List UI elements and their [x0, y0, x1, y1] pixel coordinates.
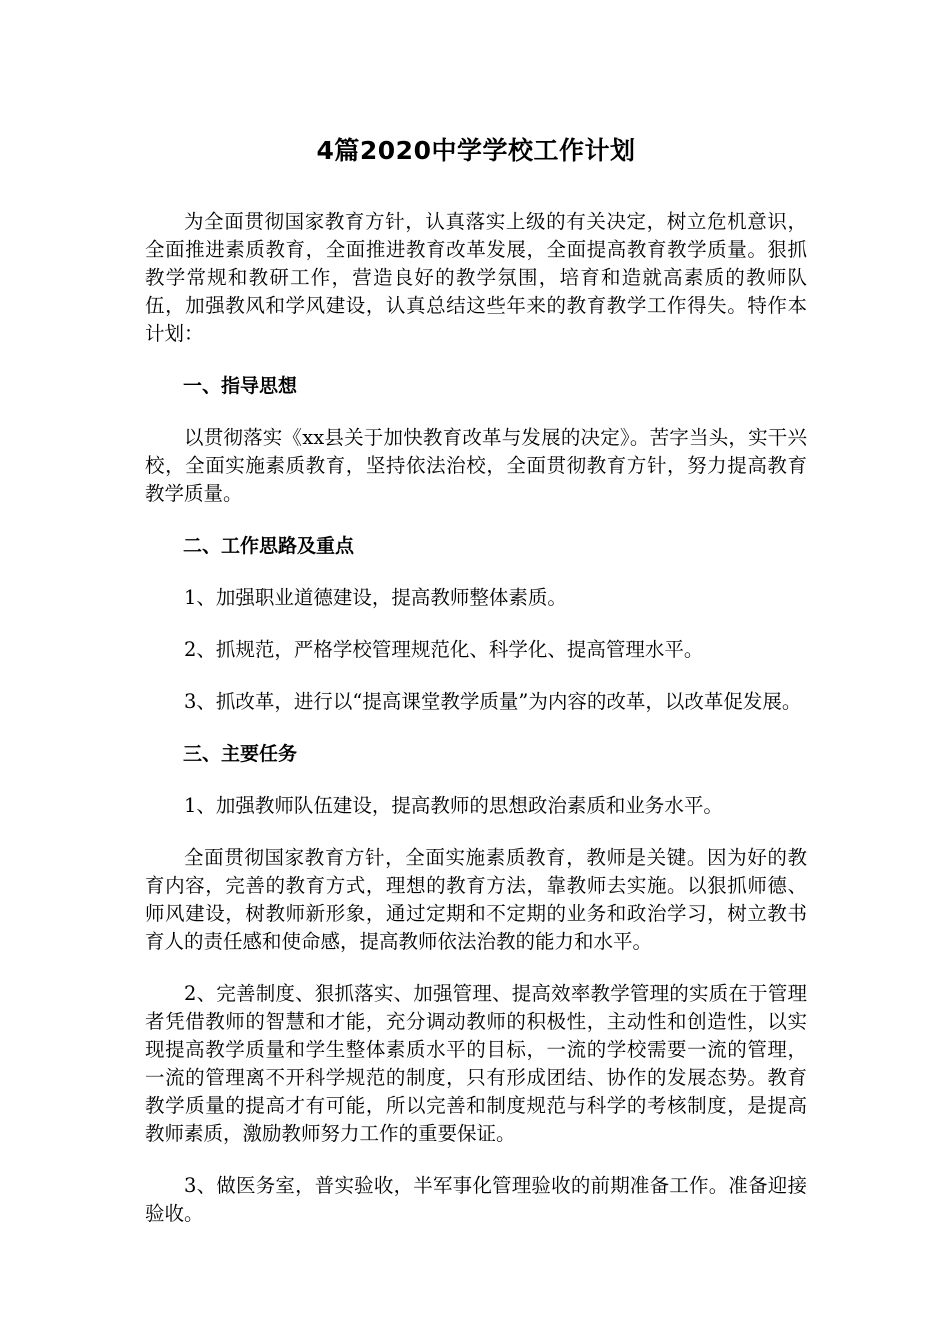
work-focus-item-2: 2、抓规范，严格学校管理规范化、科学化、提高管理水平。 [184, 638, 704, 661]
main-task-paragraph-teachers: 全面贯彻国家教育方针，全面实施素质教育，教师是关键。因为好的教育内容，完善的教育方式，理想的教育方法，靠教师去实施。以狠抓师德、师风建设，树教师新形象，通过定期和不定期的业务和政治学习，树立教书育人的责任感和使命感，提高教师依法治教的能力和水平。 [145, 846, 807, 953]
work-focus-item-3: 3、抓改革，进行以“提高课堂教学质量”为内容的改革，以改革促发展。 [184, 690, 802, 713]
intro-paragraph: 为全面贯彻国家教育方针，认真落实上级的有关决定，树立危机意识，全面推进素质教育，全面推进教育改革发展，全面提高教育教学质量。狠抓教学常规和教研工作，营造良好的教学氛围，培育和造就高素质的教师队伍，加强教风和学风建设，认真总结这些年来的教育教学工作得失。特作本计划： [145, 210, 807, 345]
document-title: 4篇2020中学学校工作计划 [316, 136, 636, 165]
main-task-item-2: 2、完善制度、狠抓落实、加强管理、提高效率教学管理的实质在于管理者凭借教师的智慧和才能，充分调动教师的积极性，主动性和创造性，以实现提高教学质量和学生整体素质水平的目标，一流的学校需要一流的管理，一流的管理离不开科学规范的制度，只有形成团结、协作的发展态势。教育教学质量的提高才有可能，所以完善和制度规范与科学的考核制度，是提高教师素质，激励教师努力工作的重要保证。 [145, 982, 807, 1145]
main-task-item-1: 1、加强教师队伍建设，提高教师的思想政治素质和业务水平。 [184, 794, 723, 817]
section-heading-main-tasks: 三、主要任务 [183, 743, 298, 765]
section-heading-guiding-principles: 一、指导思想 [183, 375, 298, 397]
guiding-principles-paragraph: 以贯彻落实《xx县关于加快教育改革与发展的决定》。苦字当头，实干兴校，全面实施素质教育，坚持依法治校，全面贯彻教育方针，努力提高教育教学质量。 [145, 426, 807, 505]
main-task-item-3: 3、做医务室，普实验收，半军事化管理验收的前期准备工作。准备迎接验收。 [145, 1174, 807, 1225]
document-page [145, 128, 807, 1252]
section-heading-work-focus: 二、工作思路及重点 [183, 535, 355, 557]
work-focus-item-1: 1、加强职业道德建设，提高教师整体素质。 [184, 586, 567, 609]
